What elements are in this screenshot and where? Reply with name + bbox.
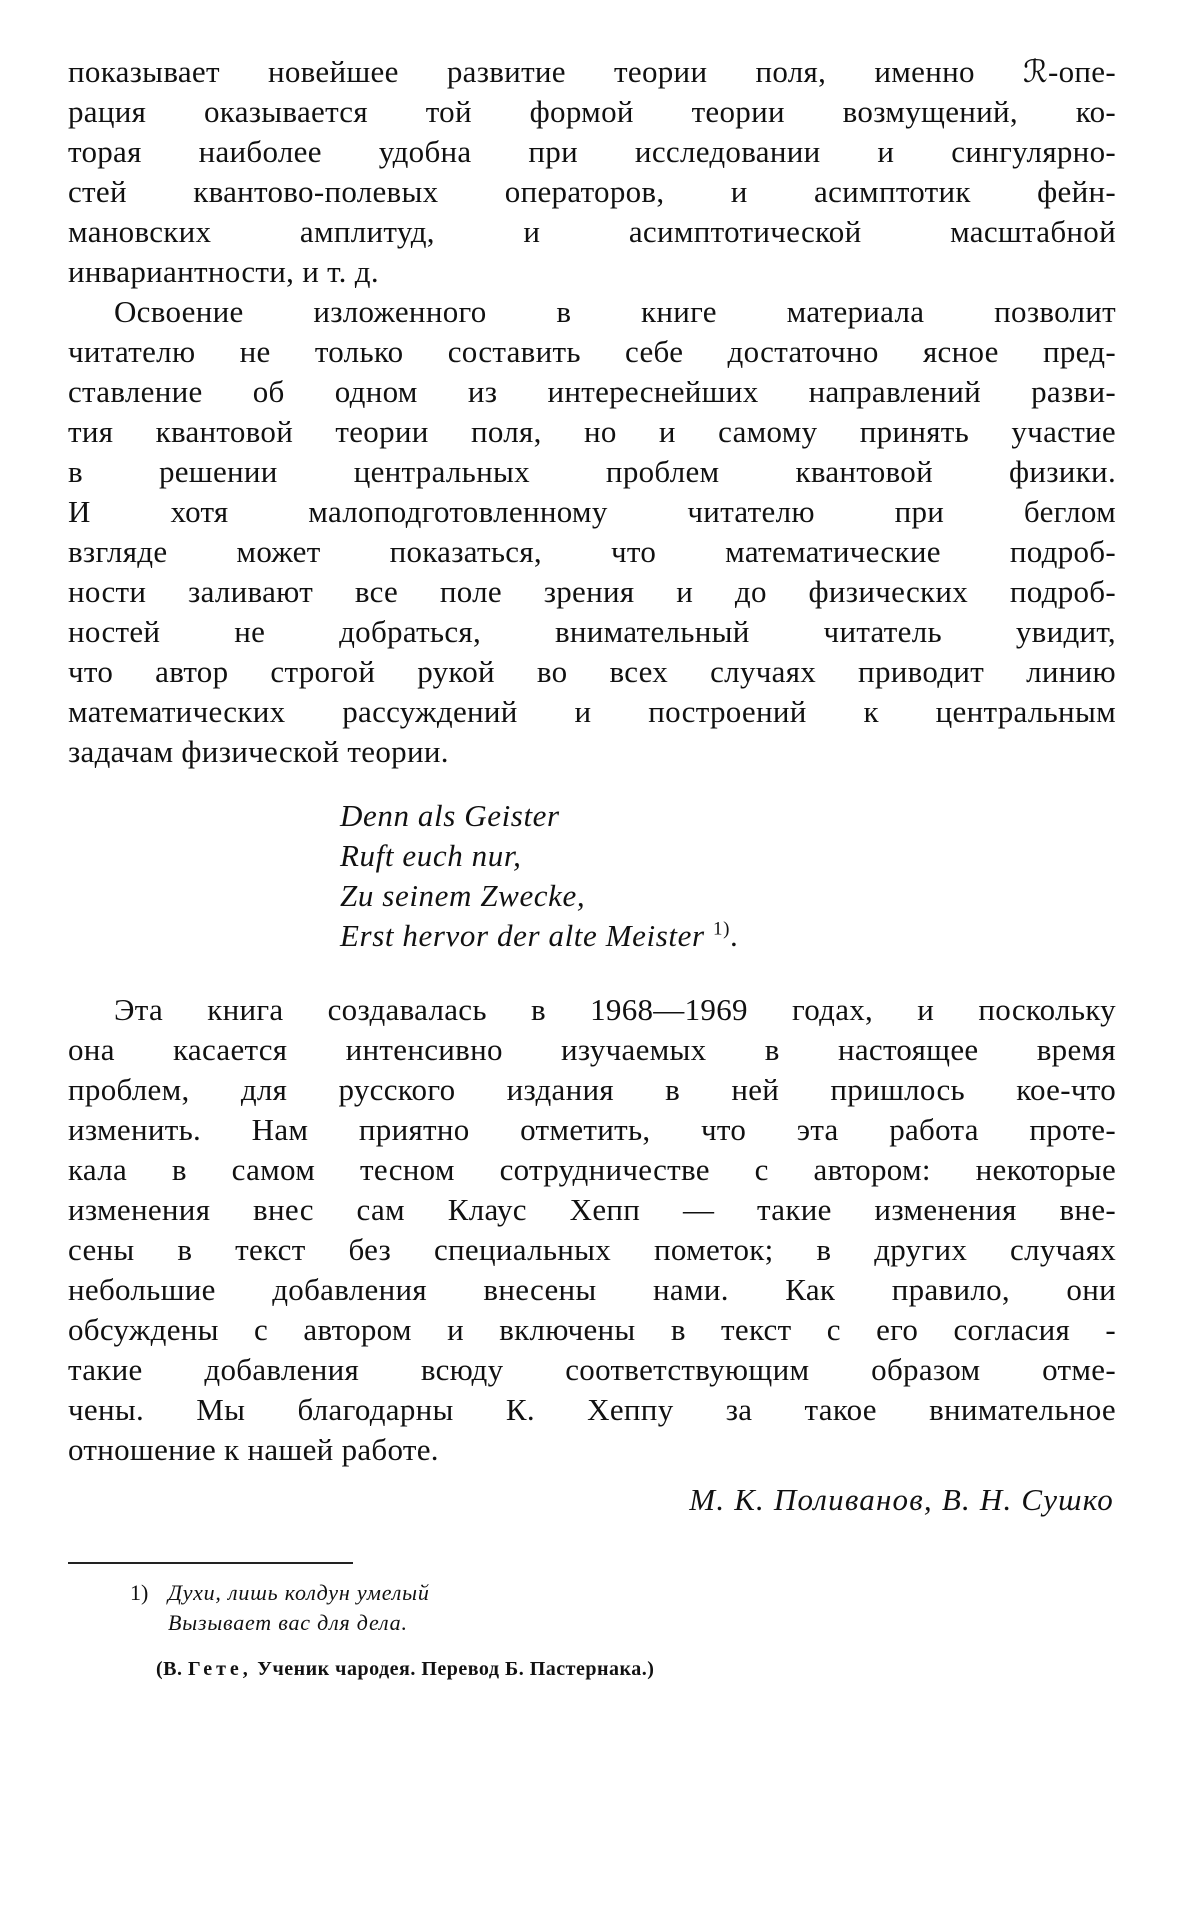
text-line: рация оказывается той формой теории возмущений, ко- (68, 94, 1116, 129)
poem-trailing-punctuation: . (730, 918, 739, 953)
text-line: ности заливают все поле зрения и до физических подроб- (68, 574, 1116, 609)
footnote-poem-line: Духи, лишь колдун умелый (168, 1580, 430, 1605)
text-line: отношение к нашей работе. (68, 1432, 439, 1467)
text-line: чены. Мы благодарны К. Хеппу за такое внимательное (68, 1392, 1116, 1427)
footnote-source-author: Гете, (188, 1658, 252, 1680)
text-line: ностей не добраться, внимательный читатель увидит, (68, 614, 1116, 649)
text-line: торая наиболее удобна при исследовании и сингулярно- (68, 134, 1116, 169)
footnote-divider (68, 1562, 353, 1564)
footnote (68, 1578, 1116, 1684)
paragraph-mastering-material (68, 292, 1116, 772)
text-line: инвариантности, и т. д. (68, 254, 379, 289)
footnote-source-title: Ученик чародея. Перевод Б. Пастернака.) (257, 1658, 655, 1680)
footnote-source-prefix: (В. (156, 1658, 183, 1680)
text-line: мановских амплитуд, и асимптотической масштабной (68, 214, 1116, 249)
poem-line: Denn als Geister (340, 798, 560, 833)
text-line: задачам физической теории. (68, 734, 449, 769)
text-line: тия квантовой теории поля, но и самому принять участие (68, 414, 1116, 449)
paragraph-translation-note (68, 990, 1116, 1470)
text-line: И хотя малоподготовленному читателю при беглом (68, 494, 1116, 529)
footnote-reference: 1) (713, 918, 731, 940)
text-line: изменить. Нам приятно отметить, что эта работа проте- (68, 1112, 1116, 1147)
poem-line-text: Erst hervor der alte Meister (340, 918, 705, 953)
text-line: стей квантово-полевых операторов, и асимптотик фейн- (68, 174, 1116, 209)
signature-translators: М. К. Поливанов, В. Н. Сушко (689, 1482, 1114, 1517)
text-line: такие добавления всюду соответствующим образом отме- (68, 1352, 1116, 1387)
text-line: читателю не только составить себе достаточно ясное пред- (68, 334, 1116, 369)
text-line: обсуждены с автором и включены в текст с его согласия - (68, 1312, 1116, 1347)
text-line: Освоение изложенного в книге материала позволит (114, 294, 1116, 329)
footnote-poem-line: Вызывает вас для дела. (168, 1610, 408, 1635)
text-line: взгляде может показаться, что математические подроб- (68, 534, 1116, 569)
text-line: ставление об одном из интереснейших направлений разви- (68, 374, 1116, 409)
text-line: что автор строгой рукой во всех случаях приводит линию (68, 654, 1116, 689)
text-line: проблем, для русского издания в ней пришлось кое-что (68, 1072, 1116, 1107)
poem-line: Ruft euch nur, (340, 838, 522, 873)
text-line: в решении центральных проблем квантовой физики. (68, 454, 1116, 489)
text-line: Эта книга создавалась в 1968—1969 годах, и поскольку (114, 992, 1116, 1027)
poem-line: Zu seinem Zwecke, (340, 878, 586, 913)
poem-line-last (340, 916, 1116, 956)
paragraph-intro-continuation (68, 52, 1116, 292)
footnote-poem (168, 1578, 1116, 1638)
text-line: математических рассуждений и построений к центральным (68, 694, 1116, 729)
footnote-source (156, 1654, 1116, 1684)
text-line: изменения внес сам Клаус Хепп — такие изменения вне- (68, 1192, 1116, 1227)
footnote-mark: 1) (130, 1580, 149, 1605)
epigraph-poem (340, 796, 1116, 956)
page-body (68, 52, 1116, 1520)
text-line: сены в текст без специальных пометок; в других случаях (68, 1232, 1116, 1267)
text-line: небольшие добавления внесены нами. Как правило, они (68, 1272, 1116, 1307)
text-line: она касается интенсивно изучаемых в настоящее время (68, 1032, 1116, 1067)
text-line: показывает новейшее развитие теории поля, именно ℛ-опе- (68, 54, 1116, 89)
text-line: кала в самом тесном сотрудничестве с автором: некоторые (68, 1152, 1116, 1187)
